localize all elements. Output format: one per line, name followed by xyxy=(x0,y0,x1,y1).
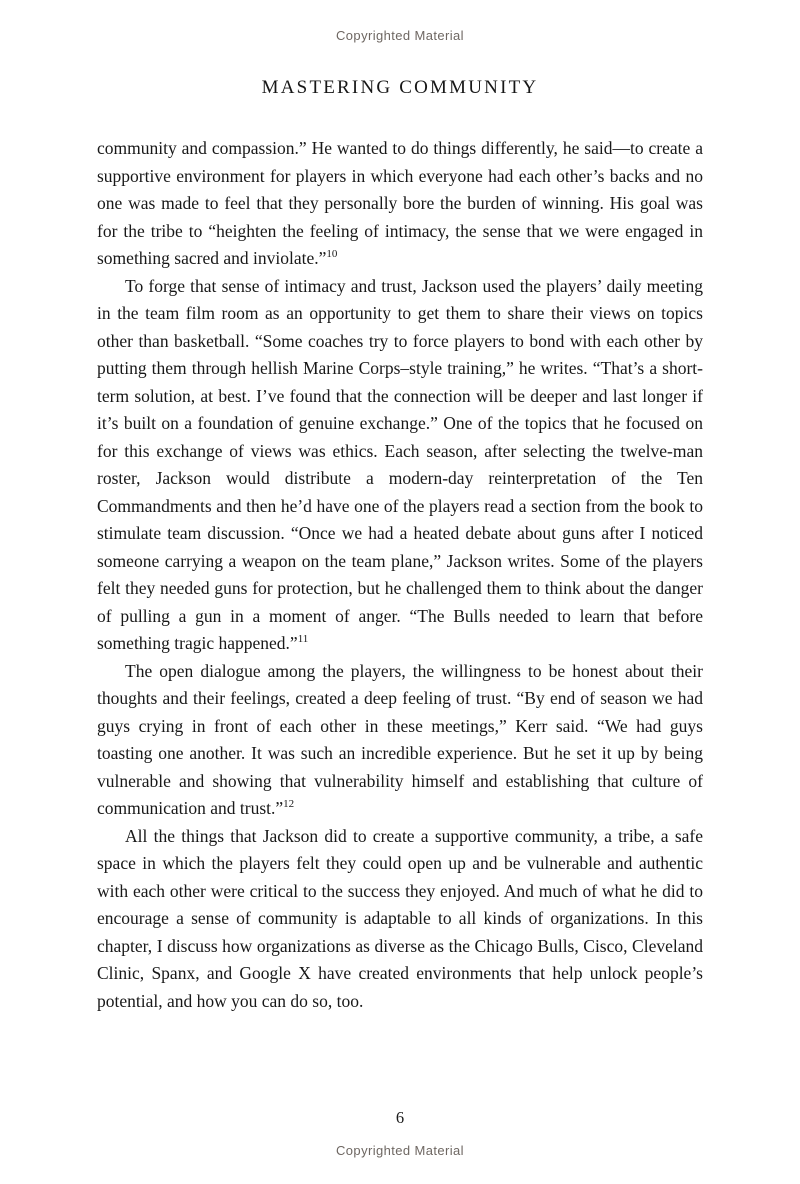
copyright-notice-bottom: Copyrighted Material xyxy=(336,1143,464,1158)
paragraph-4 xyxy=(97,823,703,1016)
footnote-marker-11: 11 xyxy=(297,633,309,646)
page-number: 6 xyxy=(395,1108,405,1127)
copyright-notice-top: Copyrighted Material xyxy=(336,28,464,43)
paragraph-1-text: community and compassion.” He wanted to do things differently, he said—to create a supportive environment for players in which everyone had each other’s backs and no one was made to feel that they personally bore the burden of winning. His goal was for the tribe to “heighten the feeling of intimacy, the sense that we were engaged in something sacred and inviolate.” xyxy=(97,138,703,268)
paragraph-4-text: All the things that Jackson did to create a supportive community, a tribe, a safe space in which the players felt they could open up and be vulnerable and authentic with each other were critical to the success they enjoyed. And much of what he did to encourage a sense of community is adaptable to all kinds of organizations. In this chapter, I discuss how organizations as diverse as the Chicago Bulls, Cisco, Cleveland Clinic, Spanx, and Google X have created environments that help unlock people’s potential, and how you can do so, too. xyxy=(97,825,703,1011)
paragraph-2 xyxy=(97,273,703,658)
running-header: MASTERING COMMUNITY xyxy=(261,77,539,98)
body-text xyxy=(97,135,703,1015)
footnote-marker-10: 10 xyxy=(326,248,338,261)
paragraph-1 xyxy=(97,135,703,273)
footnote-marker-12: 12 xyxy=(283,798,295,811)
paragraph-3 xyxy=(97,658,703,823)
paragraph-3-text: The open dialogue among the players, the willingness to be honest about their thoughts and their feelings, created a deep feeling of trust. “By end of season we had guys crying in front of each other in these meetings,” Kerr said. “We had guys toasting one another. It was such an incredible experience. But he set it up by being vulnerable and showing that vulnerability himself and establishing that culture of communication and trust.” xyxy=(97,660,703,818)
paragraph-2-text: To forge that sense of intimacy and trust, Jackson used the players’ daily meeting in the team film room as an opportunity to get them to share their views on topics other than basketball. “Some coaches try to force players to bond with each other by putting them through hellish Marine Corps–style training,” he writes. “That’s a short-term solution, at best. I’ve found that the connection will be deeper and last longer if it’s built on a foundation of genuine exchange.” One of the topics that he focused on for this exchange of views was ethics. Each season, after selecting the twelve-man roster, Jackson would distribute a modern-day reinterpretation of the Ten Commandments and then he’d have one of the players read a section from the book to stimulate team discussion. “Once we had a heated debate about guns after I noticed someone carrying a weapon on the team plane,” Jackson writes. Some of the players felt they needed guns for protection, but he challenged them to think about the danger of pulling a gun in a moment of anger. “The Bulls needed to learn that before something tragic happened.” xyxy=(97,275,703,653)
